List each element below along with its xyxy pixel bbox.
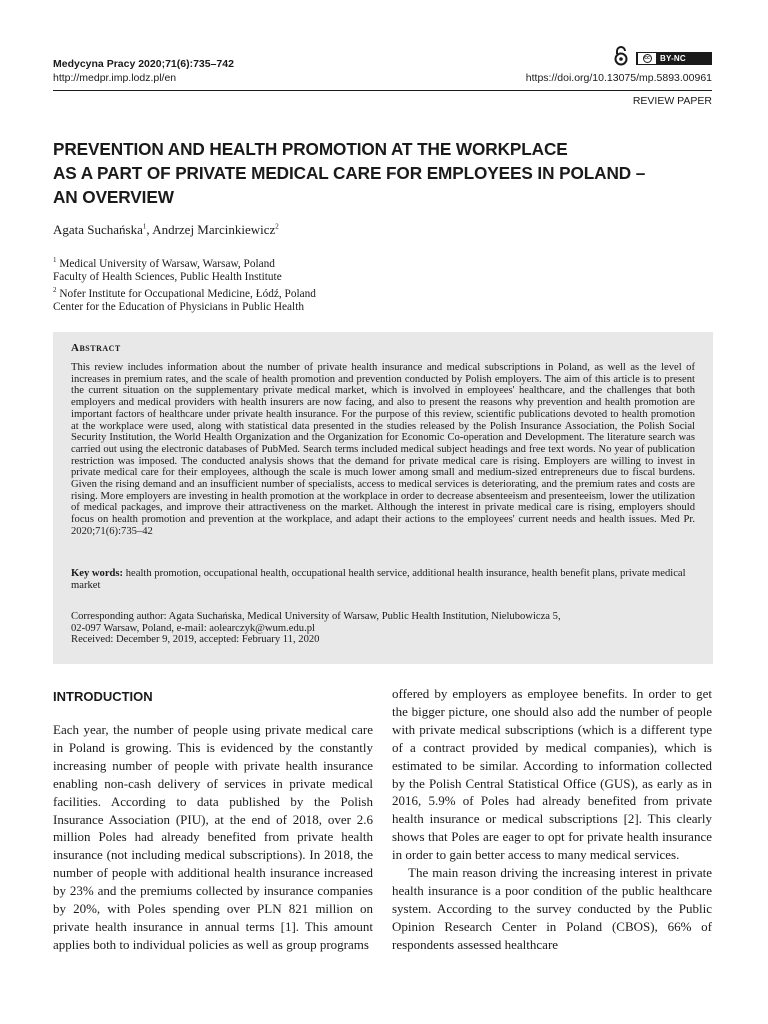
paragraph: offered by employers as employee benefits. In order to get the bigger picture, one should also add the number of people with private medical subscriptions (which is a different type of a contract provided by medical companies), which is estimated to be similar. According to information collected by the Polish Central Statistical Office (GUS), as early as in 2016, 5.9% of Poles had already benefited from private health insurance or medical subscriptions [2]. This clearly shows that Poles are eager to opt for private health insurance in order to gain better access to many medical services. — [392, 686, 712, 863]
author-affiliation-marker: 2 — [275, 222, 279, 231]
author-affiliation-marker: 1 — [142, 222, 147, 231]
body-column-left — [53, 721, 373, 954]
article-title — [53, 137, 673, 209]
keywords — [71, 568, 695, 591]
journal-url[interactable]: http://medpr.imp.lodz.pl/en — [53, 72, 177, 84]
author-list: Agata Suchańska$^1$, Andrzej Marcinkiewicz$^2$ — [53, 222, 279, 237]
section-heading-introduction: INTRODUCTION — [53, 689, 153, 704]
title-line: AS A PART OF PRIVATE MEDICAL CARE FOR EMPLOYEES IN POLAND – — [53, 163, 646, 183]
open-access-icon — [613, 46, 629, 66]
author-name: Andrzej Marcinkiewicz — [152, 222, 276, 237]
abstract-text: This review includes information about the number of private health insurance and medical subscriptions in Poland, as well as the level of increases in premium rates, and the scale of health promotion and prevention conducted by Polish employers. The aim of this article is to present the current situation on the supplementary private medical market, which is involved in employees' healthcare, and the challenges that both employers and medical providers with health insurers are now facing, and also to present the reasons why prevention and health promotion are important factors of healthcare under private health insurance. For the purpose of this review, scientific publications devoted to health promotion at the workplace were used, along with statistical data presented in the studies released by the Polish Insurance Association, the Polish Social Security Institution, the World Health Organization and the Organization for Economic Co-operation and Development. The literature search was carried out using the electronic databases of PubMed. Search terms included medical subject headings and free text words. No year of publication restriction was imposed. The conducted analysis shows that the demand for private medical care is rising. Employers are willing to invest in private medical care for their employees, although the scale is much lower among small and medium-sized entrepreneurs due to fiscal burdens. Given the rising demand and an insufficient number of specialists, access to medical services is deteriorating, and the premium rates and costs are rising. More employers are investing in health promotion at the workplace in order to decrease absenteeism and presenteeism, lower the utilization of medical packages, and improve their attractiveness on the market. Although the interest in private medical care is rising, employers should focus on health promotion and prevention at the workplace, and adapt their actions to the employees' current needs and health issues. Med Pr. 2020;71(6):735–42 — [71, 362, 695, 537]
affiliation-line: Center for the Education of Physicians in Public Health — [53, 300, 304, 313]
keywords-list: health promotion, occupational health, occupational health service, additional health insurance, health benefit plans, private medical market — [71, 568, 686, 591]
creative-commons-icon: cc — [638, 53, 656, 64]
paragraph: The main reason driving the increasing interest in private health insurance is a poor condition of the public healthcare system. According to the survey conducted by the Public Opinion Research Center in Poland (CBOS), 66% of respondents assessed healthcare — [392, 865, 712, 952]
license-label: BY-NC — [660, 54, 686, 63]
header-divider — [53, 90, 712, 91]
license-badge[interactable] — [636, 52, 712, 65]
correspondence-info — [71, 611, 695, 646]
keywords-label: Key words: — [71, 568, 124, 579]
doi-link[interactable]: https://doi.org/10.13075/mp.5893.00961 — [525, 72, 712, 84]
affiliations — [53, 254, 316, 314]
paper-type-label: REVIEW PAPER — [632, 95, 712, 107]
journal-citation: Medycyna Pracy 2020;71(6):735–742 — [53, 58, 234, 70]
affiliation-line: Faculty of Health Sciences, Public Health Institute — [53, 270, 282, 283]
author-name: Agata Suchańska — [53, 222, 143, 237]
affiliation-line: $^2$ Nofer Institute for Occupational Medicine, Łódź, Poland — [53, 285, 316, 300]
body-column-right — [392, 685, 712, 954]
title-line: AN OVERVIEW — [53, 187, 174, 207]
paragraph: Each year, the number of people using private medical care in Poland is growing. This is evidenced by the constantly increasing number of people with private health insurance enabling non-cash delivery of services in private medical facilities. According to data published by the Polish Insurance Association (PIU), at the end of 2018, over 2.6 million Poles had already benefited from private health insurance (not including medical subscriptions). In 2018, the number of people with additional health insurance increased by 23% and the premiums collected by insurance companies by 20%, with Poles spending over PLN 821 million on private health insurance in annual terms [1]. This amount applies both to individual policies as well as group programs — [53, 722, 373, 952]
corresponding-address: 02-097 Warsaw, Poland, e-mail: aolearczyk@wum.edu.pl — [71, 622, 315, 634]
received-dates: Received: December 9, 2019, accepted: February 11, 2020 — [71, 634, 320, 646]
title-line: PREVENTION AND HEALTH PROMOTION AT THE WORKPLACE — [53, 139, 568, 159]
corresponding-author: Corresponding author: Agata Suchańska, Medical University of Warsaw, Public Health Institution, Nielubowicza 5, — [71, 611, 561, 622]
affiliation-line: $^1$ Medical University of Warsaw, Warsaw, Poland — [53, 256, 275, 270]
abstract-heading: Abstract — [71, 342, 121, 354]
